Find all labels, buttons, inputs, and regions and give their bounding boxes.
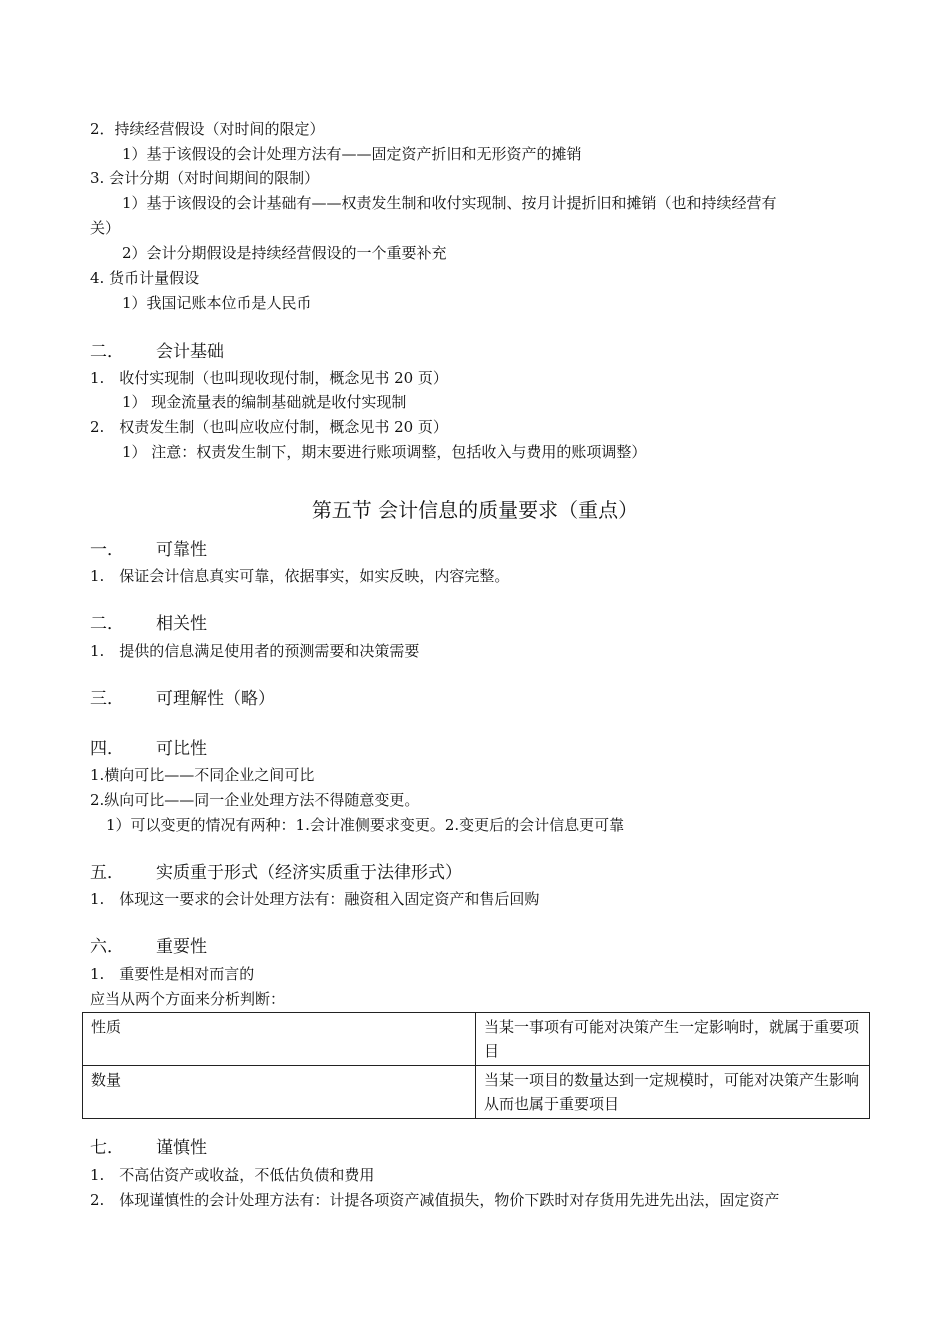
heading-label: 实质重于形式（经济实质重于法律形式）	[156, 863, 462, 883]
heading-substance-over-form	[90, 862, 462, 884]
list-item: 1. 不高估资产或收益，不低估负债和费用	[90, 1166, 375, 1184]
heading-accounting-basis	[90, 341, 224, 363]
item-monetary-measurement: 4. 货币计量假设	[90, 269, 200, 287]
list-item: 1. 收付实现制（也叫现收现付制，概念见书 20 页）	[90, 369, 448, 387]
sub-item: 1） 现金流量表的编制基础就是收付实现制	[122, 393, 407, 411]
table-row	[83, 1013, 870, 1066]
table-cell-value: 当某一项目的数量达到一定规模时，可能对决策产生影响从而也属于重要项目	[476, 1066, 870, 1119]
heading-label: 相关性	[156, 614, 207, 634]
table-cell-value: 当某一事项有可能对决策产生一定影响时，就属于重要项目	[476, 1013, 870, 1066]
table-row	[83, 1066, 870, 1119]
list-item: 2. 权责发生制（也叫应收应付制，概念见书 20 页）	[90, 418, 448, 436]
list-item: 1. 提供的信息满足使用者的预测需要和决策需要	[90, 642, 420, 660]
heading-label: 会计基础	[156, 342, 224, 362]
table-cell-key: 数量	[83, 1066, 476, 1119]
paragraph: 应当从两个方面来分析判断：	[90, 990, 286, 1008]
list-item: 1. 体现这一要求的会计处理方法有：融资租入固定资产和售后回购	[90, 890, 540, 908]
heading-label: 可理解性（略）	[156, 689, 275, 709]
list-item: 2.纵向可比——同一企业处理方法不得随意变更。	[90, 791, 420, 809]
heading-label: 重要性	[156, 937, 207, 957]
sub-item: 1）我国记账本位币是人民币	[122, 294, 312, 312]
materiality-table	[82, 1012, 870, 1119]
heading-number: 四．	[90, 739, 124, 759]
heading-label: 可比性	[156, 739, 207, 759]
list-item: 2. 体现谨慎性的会计处理方法有：计提各项资产减值损失，物价下跌时对存货用先进先出法，固定资产	[90, 1191, 780, 1209]
sub-item: 1） 注意：权责发生制下，期末要进行账项调整，包括收入与费用的账项调整）	[122, 443, 647, 461]
heading-number: 一．	[90, 540, 124, 560]
item-going-concern: 2．持续经营假设（对时间的限定）	[90, 120, 325, 138]
heading-prudence	[90, 1137, 207, 1159]
list-item: 1. 保证会计信息真实可靠，依据事实，如实反映，内容完整。	[90, 567, 510, 585]
heading-materiality	[90, 936, 207, 958]
heading-comparability	[90, 738, 207, 760]
heading-number: 二．	[90, 614, 124, 634]
sub-item: 2）会计分期假设是持续经营假设的一个重要补充	[122, 244, 447, 262]
heading-number: 六．	[90, 937, 124, 957]
item-accounting-period: 3. 会计分期（对时间期间的限制）	[90, 169, 320, 187]
sub-item: 1）可以变更的情况有两种：1.会计准侧要求变更。2.变更后的会计信息更可靠	[106, 816, 625, 834]
list-item: 1. 重要性是相对而言的	[90, 965, 255, 983]
list-item: 1.横向可比——不同企业之间可比	[90, 766, 315, 784]
section-title: 第五节 会计信息的质量要求（重点）	[311, 498, 639, 522]
heading-label: 谨慎性	[156, 1138, 207, 1158]
heading-relevance	[90, 613, 207, 635]
heading-understandability	[90, 688, 275, 710]
heading-number: 五．	[90, 863, 124, 883]
heading-label: 可靠性	[156, 540, 207, 560]
heading-number: 七．	[90, 1138, 124, 1158]
sub-item: 1）基于该假设的会计处理方法有——固定资产折旧和无形资产的摊销	[122, 145, 582, 163]
table-cell-key: 性质	[83, 1013, 476, 1066]
heading-number: 三．	[90, 689, 124, 709]
sub-item-continuation: 关）	[90, 219, 121, 237]
heading-number: 二．	[90, 342, 124, 362]
sub-item: 1）基于该假设的会计基础有——权责发生制和收付实现制、按月计提折旧和摊销（也和持续经营有	[122, 194, 777, 212]
heading-reliability	[90, 539, 207, 561]
